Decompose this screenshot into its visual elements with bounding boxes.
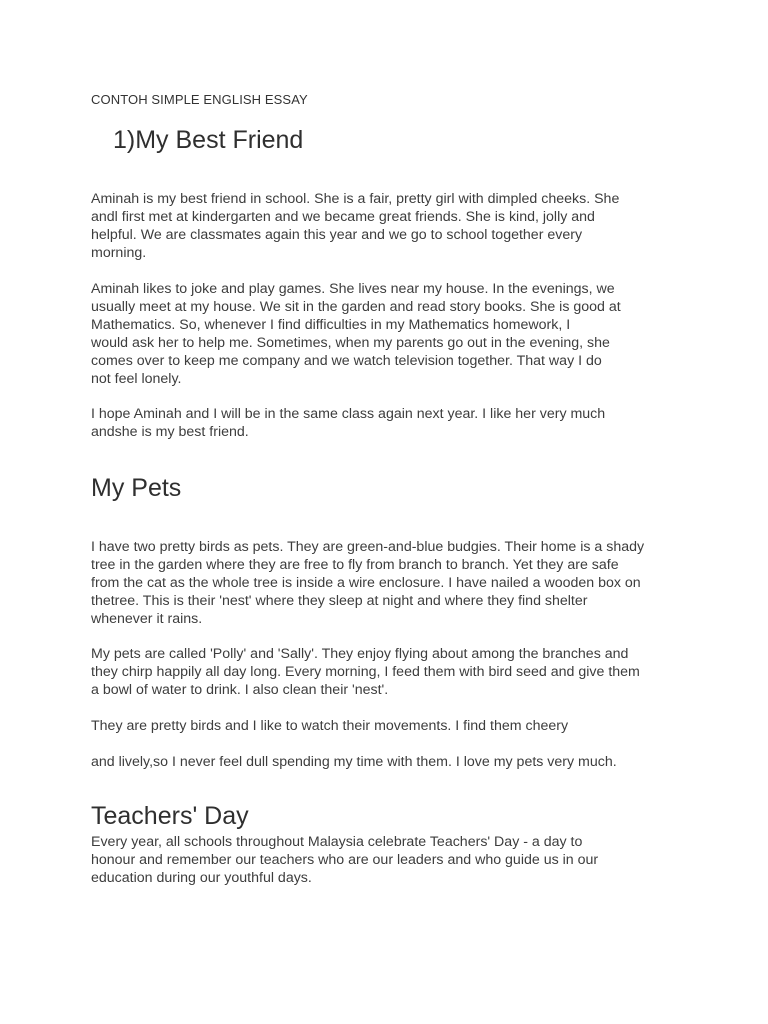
text-line: honour and remember our teachers who are our leaders and who guide us in our	[91, 852, 599, 868]
document-label: CONTOH SIMPLE ENGLISH ESSAY	[91, 92, 308, 107]
text-line: helpful. We are classmates again this year and we go to school together every	[91, 227, 583, 243]
text-line: education during our youthful days.	[91, 870, 312, 886]
text-line: usually meet at my house. We sit in the garden and read story books. She is good at	[91, 299, 621, 315]
text-line: Every year, all schools throughout Malaysia celebrate Teachers' Day - a day to	[91, 834, 583, 850]
text-line: morning.	[91, 245, 147, 261]
paragraph-pets-2	[91, 645, 691, 699]
heading-teachers-day: Teachers' Day	[91, 802, 249, 830]
text-line: I hope Aminah and I will be in the same class again next year. I like her very much	[91, 406, 606, 422]
text-line: a bowl of water to drink. I also clean their 'nest'.	[91, 682, 389, 698]
text-line: thetree. This is their 'nest' where they sleep at night and where they find shelter	[91, 593, 588, 609]
text-line: Mathematics. So, whenever I find difficulties in my Mathematics homework, I	[91, 317, 571, 333]
heading-my-best-friend: 1)My Best Friend	[113, 126, 304, 154]
text-line: My pets are called 'Polly' and 'Sally'. They enjoy flying about among the branches and	[91, 646, 629, 662]
paragraph-pets-3	[91, 717, 691, 735]
text-line: andl first met at kindergarten and we became great friends. She is kind, jolly and	[91, 209, 595, 225]
text-line: from the cat as the whole tree is inside a wire enclosure. I have nailed a wooden box on	[91, 575, 641, 591]
heading-my-pets: My Pets	[91, 474, 182, 502]
text-line: Aminah likes to joke and play games. She lives near my house. In the evenings, we	[91, 281, 615, 297]
text-line: Aminah is my best friend in school. She is a fair, pretty girl with dimpled cheeks. She	[91, 191, 620, 207]
text-line: whenever it rains.	[91, 611, 203, 627]
text-line: comes over to keep me company and we watch television together. That way I do	[91, 353, 602, 369]
paragraph-teachers-day-1	[91, 833, 691, 887]
text-line: would ask her to help me. Sometimes, when my parents go out in the evening, she	[91, 335, 610, 351]
paragraph-pets-4	[91, 753, 691, 771]
paragraph-best-friend-2	[91, 280, 691, 388]
paragraph-best-friend-1	[91, 190, 691, 262]
text-line: andshe is my best friend.	[91, 424, 249, 440]
paragraph-pets-1	[91, 538, 691, 628]
text-line: They are pretty birds and I like to watch their movements. I find them cheery	[91, 718, 569, 734]
text-line: not feel lonely.	[91, 371, 182, 387]
text-line: tree in the garden where they are free to fly from branch to branch. Yet they are safe	[91, 557, 619, 573]
text-line: and lively,so I never feel dull spending my time with them. I love my pets very much.	[91, 754, 617, 770]
text-line: I have two pretty birds as pets. They are green-and-blue budgies. Their home is a shady	[91, 539, 645, 555]
text-line: they chirp happily all day long. Every morning, I feed them with bird seed and give them	[91, 664, 640, 680]
paragraph-best-friend-3	[91, 405, 691, 441]
